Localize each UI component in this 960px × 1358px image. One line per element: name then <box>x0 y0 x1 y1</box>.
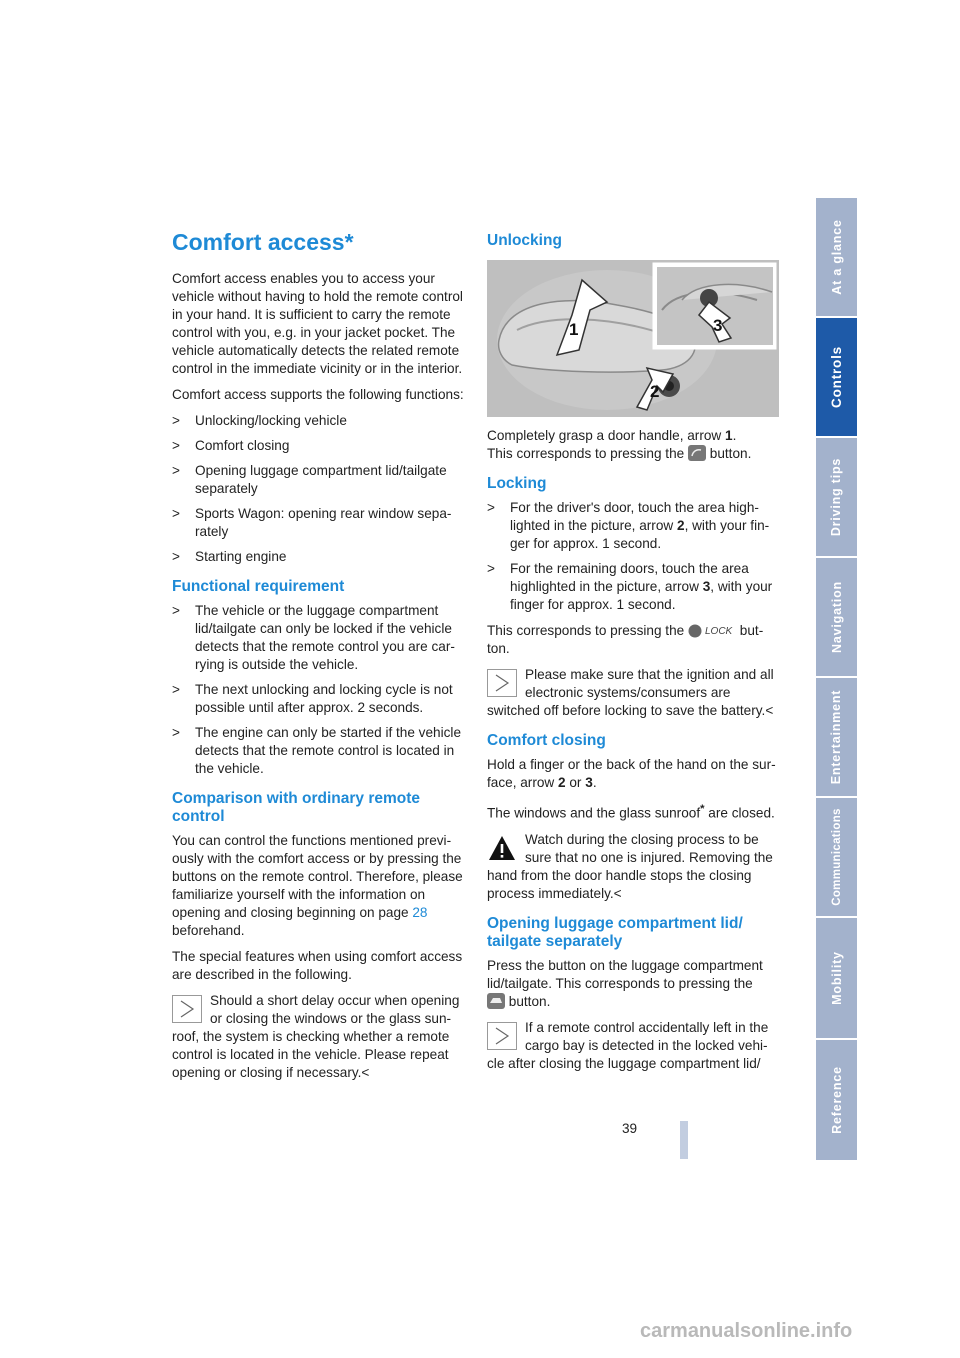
intro-paragraph: Comfort access enables you to access your vehicle without having to hold the remote control in your hand. It is sufficient to carry the remote control with you, e.g. in your jacket pocket. The vehicle automatically detects the related remote control in the immediate vicinity or in the interior. <box>172 271 463 376</box>
list-item: > Sports Wagon: opening rear window separately <box>172 506 452 539</box>
unlocking-paragraph: Completely grasp a door handle, arrow 1. This corresponds to pressing the button. <box>487 428 752 461</box>
comparison-heading: Comparison with ordinary remote control <box>172 790 421 825</box>
requirement-list <box>172 602 464 778</box>
tab-reference[interactable]: Reference <box>816 1040 857 1160</box>
page-number: 39 <box>622 1121 638 1136</box>
supports-paragraph: Comfort access supports the following functions: <box>172 387 464 402</box>
door-handle-illustration <box>487 260 779 417</box>
chapter-tabs <box>816 198 857 1160</box>
list-item: > Opening luggage compartment lid/tailgate separately <box>172 463 447 496</box>
unlock-button-icon <box>688 445 706 461</box>
unlocking-heading: Unlocking <box>487 232 562 249</box>
functional-requirement-heading: Functional requirement <box>172 578 345 595</box>
lock-icon <box>688 624 702 638</box>
note-triangle-icon <box>487 669 517 697</box>
warning-icon <box>487 834 517 862</box>
note-triangle-icon <box>172 995 202 1023</box>
tailgate-button-icon <box>487 993 505 1009</box>
lock-button-icon: LOCK <box>688 624 736 638</box>
page-link[interactable]: 28 <box>412 905 428 920</box>
note-box: If a remote control accidentally left in the cargo bay is detected in the locked vehicle after closing the luggage compartment lid/ <box>487 1019 769 1071</box>
list-item: > For the driver's door, touch the area highlighted in the picture, arrow 2, with your finger for approx. 1 second. <box>487 500 770 551</box>
function-list <box>172 412 464 566</box>
tab-navigation[interactable]: Navigation <box>816 558 857 676</box>
special-features-paragraph: The special features when using comfort access are described in the following. <box>172 949 463 982</box>
comparison-paragraph: You can control the functions mentioned previously with the comfort access or by pressing the buttons on the remote control. Therefore, please familiarize yourself with the information on opening and closing beginning on page 28 beforehand. <box>172 833 463 938</box>
locking-heading: Locking <box>487 475 547 492</box>
tab-mobility[interactable]: Mobility <box>816 918 857 1038</box>
list-item: > The engine can only be started if the vehicle detects that the remote control is located in the vehicle. <box>172 725 462 776</box>
comfort-closing-heading: Comfort closing <box>487 732 606 749</box>
figure-label-1: 1 <box>569 320 579 339</box>
luggage-heading: Opening luggage compartment lid/ tailgate separately <box>487 914 743 950</box>
locking-list <box>487 499 779 614</box>
luggage-paragraph: Press the button on the luggage compartment lid/tailgate. This corresponds to pressing the button. <box>487 957 763 1009</box>
comfort-closing-paragraph: Hold a finger or the back of the hand on the surface, arrow 2 or 3. <box>487 757 776 790</box>
tab-at-a-glance[interactable]: At a glance <box>816 198 857 316</box>
tab-entertainment[interactable]: Entertainment <box>816 678 857 796</box>
tab-driving-tips[interactable]: Driving tips <box>816 438 857 556</box>
list-item: > The vehicle or the luggage compartment lid/tailgate can only be locked if the vehicle detects that the remote control you are carrying is outside the vehicle. <box>172 603 455 672</box>
section-title: Comfort access* <box>172 229 354 255</box>
lock-corresponds-paragraph: This corresponds to pressing the LOCK button. <box>487 623 764 656</box>
warning-box: Watch during the closing process to be sure that no one is injured. Removing the hand from the door handle stops the closing process immediately.< <box>487 831 773 901</box>
footer-watermark: carmanualsonline.info <box>640 1320 853 1342</box>
list-item: > Comfort closing <box>172 438 290 453</box>
list-item: > Starting engine <box>172 549 287 564</box>
list-item: > Unlocking/locking vehicle <box>172 413 347 428</box>
left-column <box>172 228 464 1090</box>
tab-controls[interactable]: Controls <box>816 318 857 436</box>
right-column <box>487 232 779 1081</box>
tab-communications[interactable]: Communications <box>816 798 857 916</box>
figure-label-3: 3 <box>713 316 723 335</box>
note-box: Should a short delay occur when opening or closing the windows or the glass sunroof, the system is checking whether a remote control is located in the vehicle. Please repeat opening or closing if necessary.< <box>172 993 460 1080</box>
note-box: Please make sure that the ignition and all electronic systems/consumers are switched off before locking to save the battery.< <box>487 667 774 718</box>
page-number-bar <box>680 1121 688 1159</box>
note-triangle-icon <box>487 1022 517 1050</box>
figure-label-2: 2 <box>650 382 660 401</box>
windows-paragraph: The windows and the glass sunroof* are closed. <box>487 803 775 821</box>
list-item: > The next unlocking and locking cycle is not possible until after approx. 2 seconds. <box>172 682 453 715</box>
list-item: > For the remaining doors, touch the area highlighted in the picture, arrow 3, with your finger for approx. 1 second. <box>487 561 773 612</box>
